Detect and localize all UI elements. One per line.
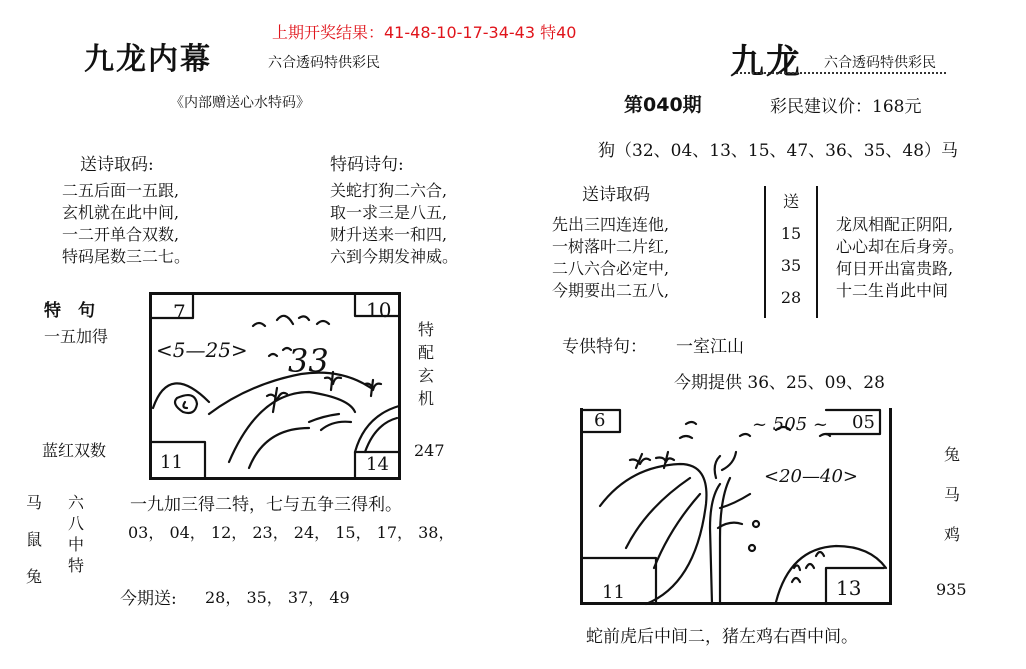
right-poem-line: 二八六合必定中, [552,259,670,278]
right-pic-mark: ~ 505 ~ [752,414,828,435]
title-underline [736,72,946,78]
send-box-label: 送 [782,192,799,211]
right-zodiac-col [944,442,964,562]
poem2-title: 特码诗句: [330,155,404,175]
provide-line: 今期提供 36、25、09、28 [674,373,885,393]
right-poem-line: 心心却在后身旁。 [836,237,965,256]
right-poem-left [552,214,669,302]
right-title: 九龙 [730,42,802,82]
poem2-line: 财升送来一和四, [330,225,448,244]
right-poem-line: 先出三四连连他, [552,215,670,234]
left-send-label: 今期送: [120,589,177,609]
left-zodiac-col [26,490,46,601]
left-pic-number: 33 [288,342,329,380]
right-poem-line: 今期要出二五八, [552,281,670,300]
left-right-number: 247 [414,441,445,460]
tejv-text: 一五加得 [44,327,109,346]
poem1-line: 一二开单合双数, [62,225,180,244]
gift-line: 《内部赠送心水特码》 [170,95,310,111]
poem2-line: 取一求三是八五, [330,203,448,222]
left-verse: 一九加三得二特，七与五争三得利。 [130,495,402,515]
lanhong-label: 蓝红双数 [42,441,107,460]
send-box [764,186,818,318]
poem1-line: 特码尾数三二七。 [62,247,191,266]
right-poem-right [836,214,964,302]
left-pic-tr: 10 [366,298,392,322]
right-footer: 蛇前虎后中间二，猪左鸡右酉中间。 [586,627,858,647]
tejv-label: 特 句 [44,301,95,321]
last-result: 上期开奖结果：41-48-10-17-34-43 特40 [272,23,577,42]
right-number: 935 [936,580,967,599]
right-pic-bl: 11 [602,582,625,603]
left-title: 九龙内幕 [84,42,212,77]
poem2-line: 六到今期发神威。 [330,247,459,266]
left-pic-br: 14 [366,454,389,475]
right-pic-br: 13 [836,576,862,600]
left-send-numbers: 28， 35， 37， 49 [205,588,350,607]
poem1-line: 二五后面一五跟, [62,181,180,200]
poem1-line: 玄机就在此中间, [62,203,180,222]
price: 彩民建议价：168元 [770,97,922,117]
left-vertical: 特配玄机 [417,320,434,408]
special-text: 一室江山 [676,337,744,357]
right-poem-line: 十二生肖此中间 [836,281,949,300]
send-box-number: 28 [780,288,802,307]
send-box-number: 35 [780,256,802,275]
zodiac: 兔 [944,445,961,464]
dog-line: 狗（32、04、13、15、47、36、35、48）马 [598,141,959,161]
issue-number: 第040期 [624,94,702,116]
right-pic-range: <20—40> [764,466,858,487]
left-pic-bl: 11 [160,452,183,473]
zodiac: 鸡 [944,525,961,544]
zodiac: 马 [944,485,961,504]
poem2-line: 关蛇打狗二六合, [330,181,448,200]
left-subtitle: 六合透码特供彩民 [268,55,380,71]
right-subtitle: 六合透码特供彩民 [824,55,936,71]
right-poem-line: 龙凤相配正阴阳, [836,215,954,234]
right-poem-line: 何日开出富贵路, [836,259,954,278]
left-numbers: 03， 04， 12， 23， 24， 15， 17， 38， [128,523,455,542]
poem1-title: 送诗取码: [80,155,154,175]
special-label: 专供特句： [562,337,647,357]
zodiac: 兔 [26,567,43,586]
right-pic-tl: 6 [594,410,606,431]
send-box-number: 15 [780,224,802,243]
poem2 [330,180,458,268]
left-vertical2: 六八中特 [67,493,84,575]
right-poem-title: 送诗取码 [582,185,650,205]
poem1 [62,180,190,268]
zodiac: 鼠 [26,530,43,549]
right-pic-tr: 05 [852,412,875,433]
right-poem-line: 一树落叶二片红, [552,237,670,256]
zodiac: 马 [26,493,43,512]
left-pic-range: <5—25> [156,338,248,362]
left-sketch [149,292,401,480]
left-pic-tl: 7 [173,300,186,324]
